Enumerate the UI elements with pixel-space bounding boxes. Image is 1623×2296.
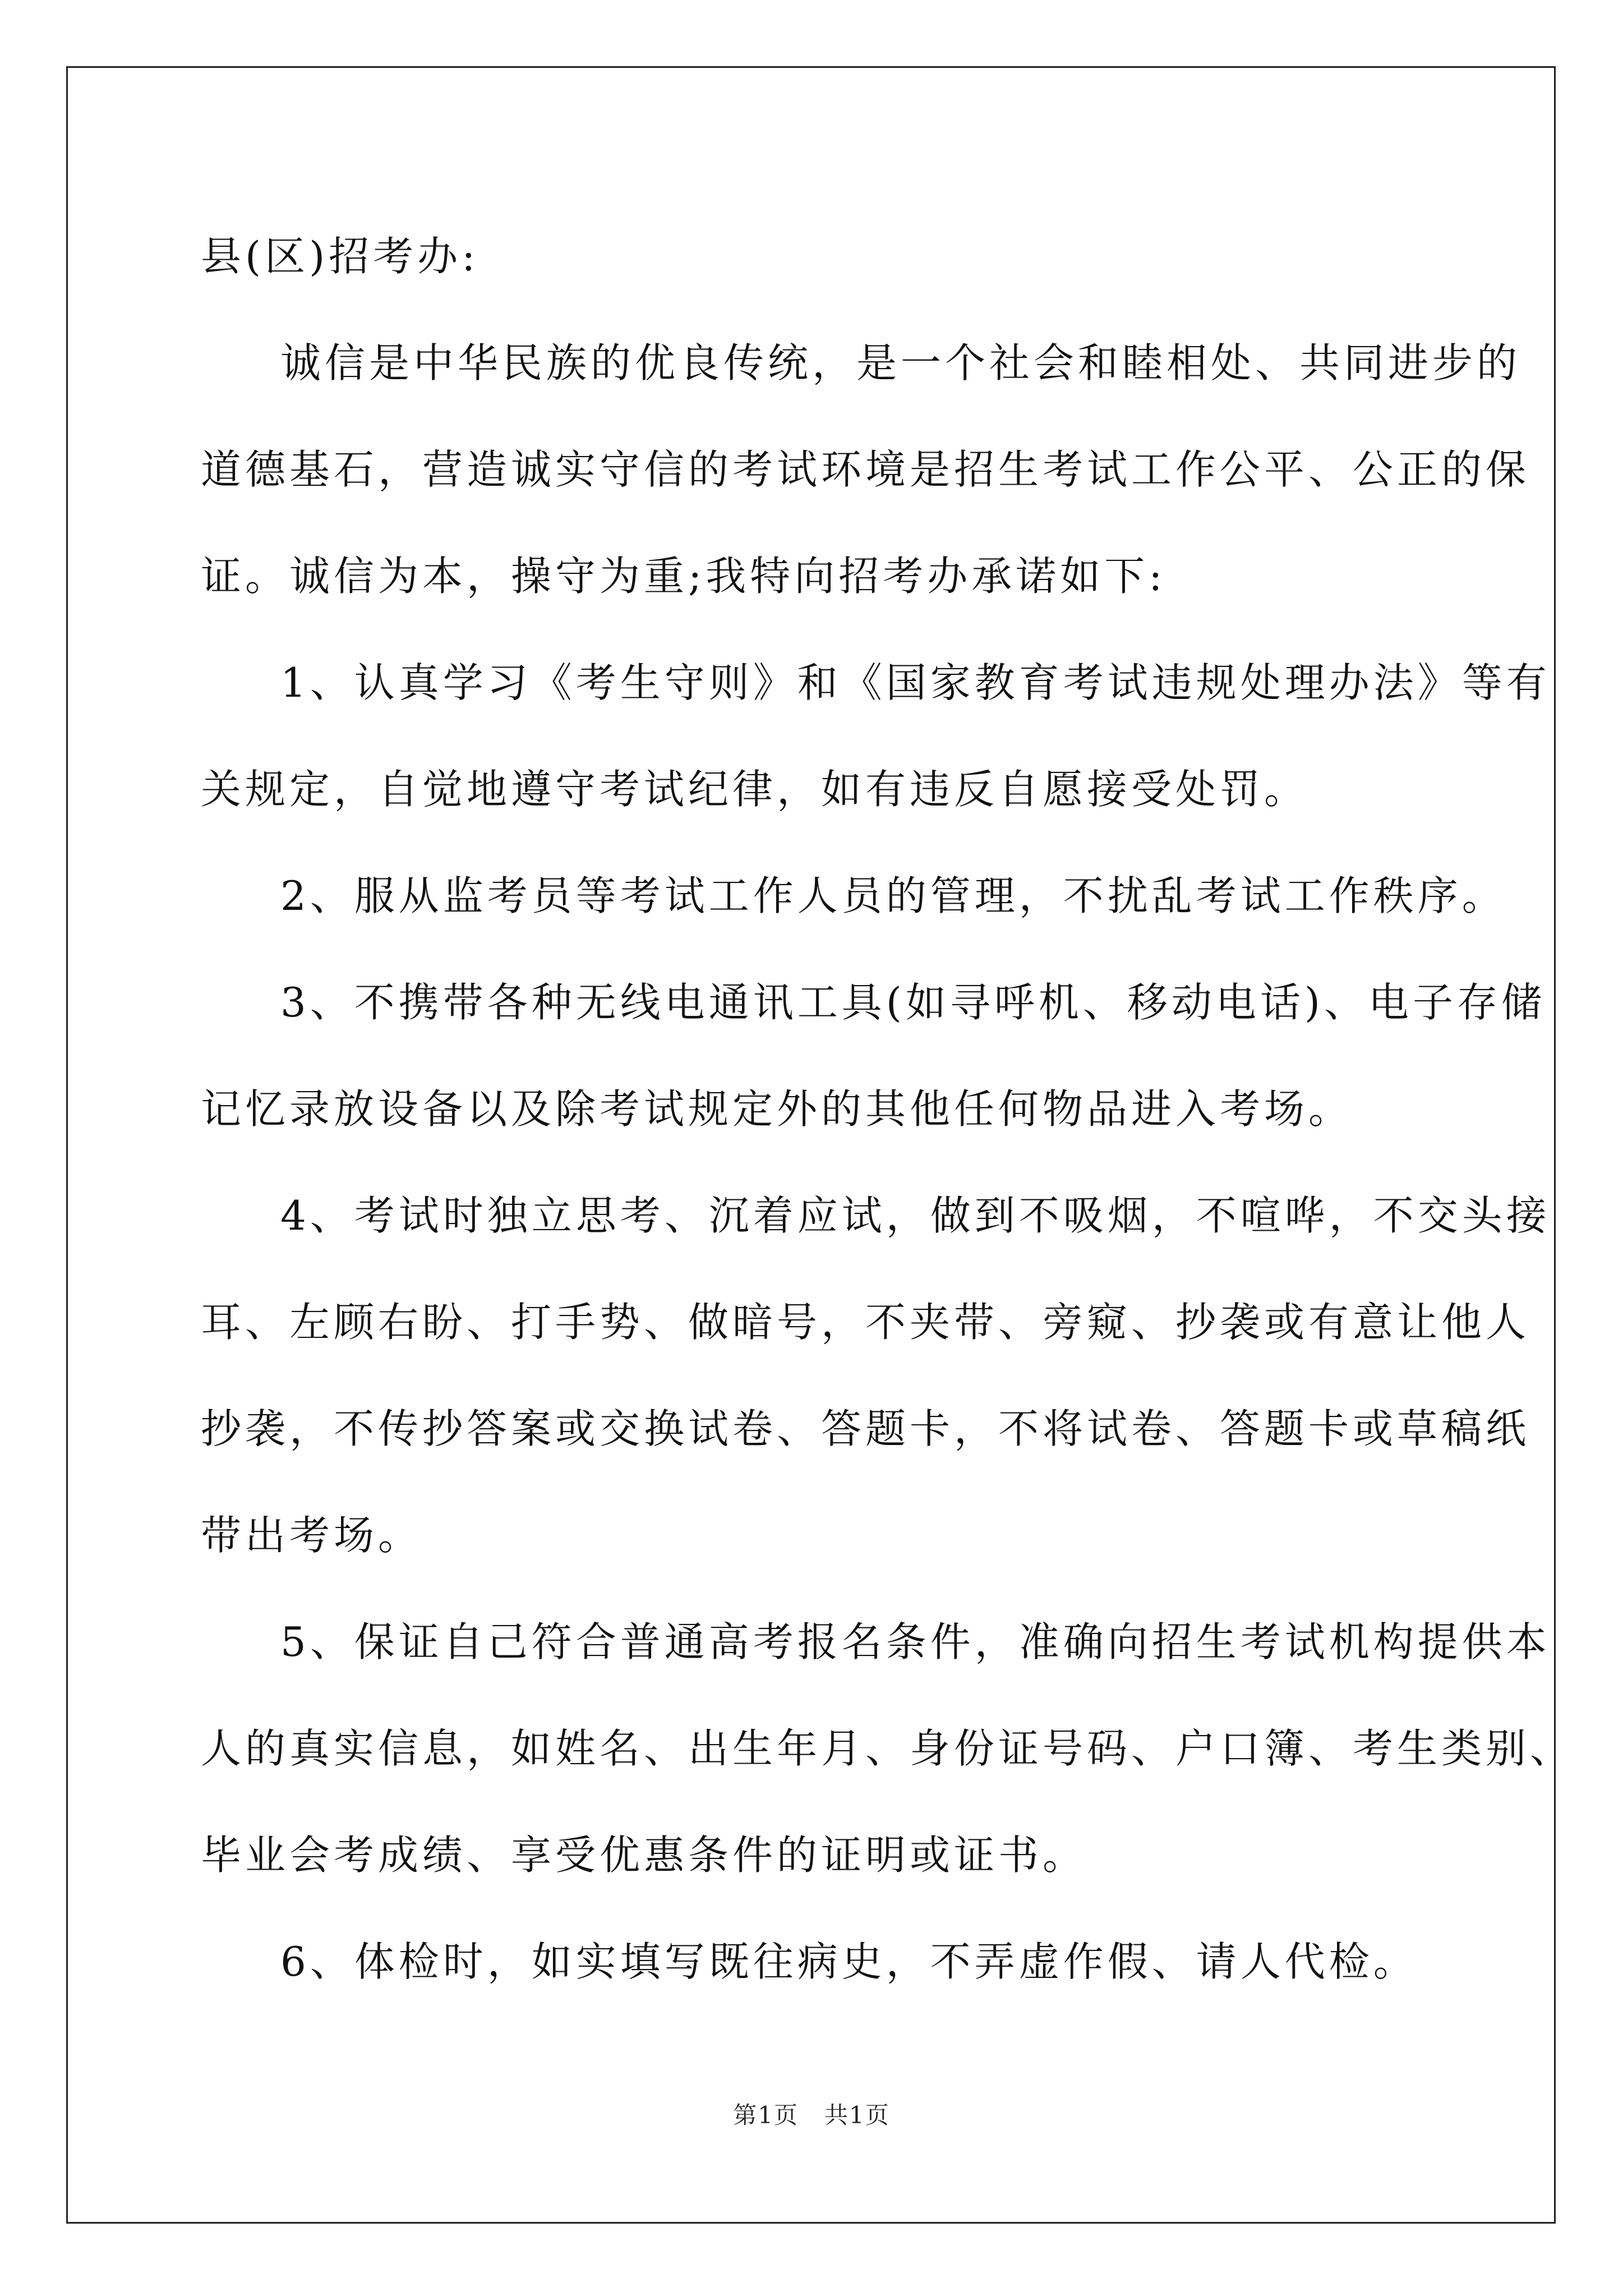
salutation: 县(区)招考办: [201, 233, 479, 280]
item-4-line-3: 抄袭，不传抄答案或交换试卷、答题卡，不将试卷、答题卡或草稿纸 [201, 1405, 1530, 1452]
item-1-line-1: 1、认真学习《考生守则》和《国家教育考试违规处理办法》等有 [280, 659, 1551, 706]
item-5-line-2: 人的真实信息，如姓名、出生年月、身份证号码、户口簿、考生类别、 [201, 1725, 1575, 1772]
page-number: 第1页 [733, 2101, 799, 2129]
item-4-line-4: 带出考场。 [201, 1512, 423, 1559]
item-3-line-2: 记忆录放设备以及除考试规定外的其他任何物品进入考场。 [201, 1085, 1353, 1133]
paragraph-intro-line-3: 证。诚信为本，操守为重;我特向招考办承诺如下: [201, 553, 1166, 600]
item-3-line-1: 3、不携带各种无线电通讯工具(如寻呼机、移动电话)、电子存储 [280, 979, 1546, 1026]
paragraph-intro-line-2: 道德基石，营造诚实守信的考试环境是招生考试工作公平、公正的保 [201, 446, 1530, 493]
paragraph-intro-line-1: 诚信是中华民族的优良传统，是一个社会和睦相处、共同进步的 [280, 339, 1521, 386]
document-body [201, 203, 1575, 2015]
item-4-line-2: 耳、左顾右盼、打手势、做暗号，不夹带、旁窥、抄袭或有意让他人 [201, 1299, 1530, 1346]
page-total: 共1页 [824, 2101, 890, 2129]
item-5-line-1: 5、保证自己符合普通高考报名条件，准确向招生考试机构提供本 [280, 1618, 1551, 1665]
page-footer [0, 2097, 1623, 2131]
item-5-line-3: 毕业会考成绩、享受优惠条件的证明或证书。 [201, 1832, 1087, 1879]
item-2-line-1: 2、服从监考员等考试工作人员的管理，不扰乱考试工作秩序。 [280, 872, 1506, 919]
item-4-line-1: 4、考试时独立思考、沉着应试，做到不吸烟，不喧哗，不交头接 [280, 1192, 1551, 1239]
item-6-line-1: 6、体检时，如实填写既往病史，不弄虚作假、请人代检。 [280, 1938, 1418, 1985]
item-1-line-2: 关规定，自觉地遵守考试纪律，如有违反自愿接受处罚。 [201, 766, 1309, 813]
